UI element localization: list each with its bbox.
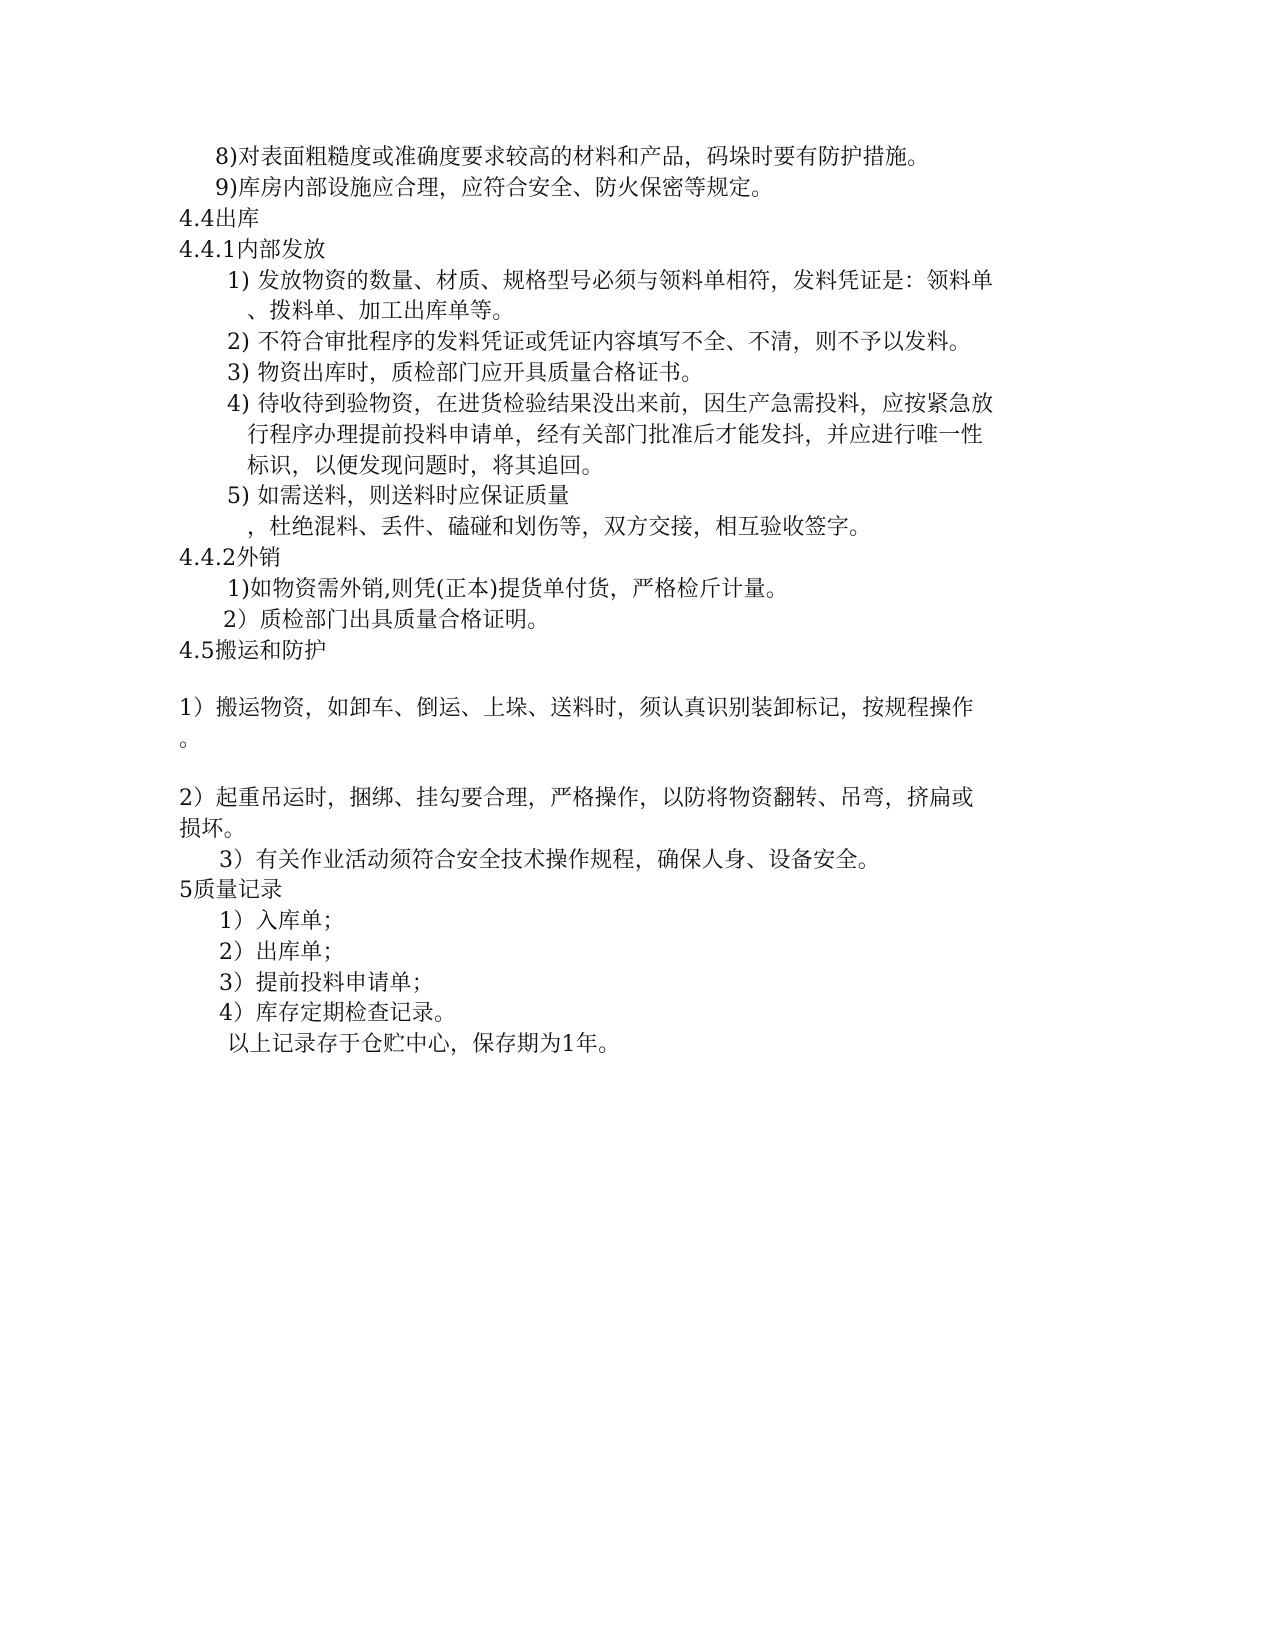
item-3-safety: 3）有关作业活动须符合安全技术操作规程，确保人身、设备安全。 <box>219 848 880 873</box>
item-8-protection: 8)对表面粗糙度或准确度要求较高的材料和产品，码垛时要有防护措施。 <box>215 145 930 170</box>
item-2-nonconforming: 2) 不符合审批程序的发料凭证或凭证内容填写不全、不清，则不予以发料。 <box>227 330 972 355</box>
record-item-3: 3）提前投料申请单； <box>219 971 434 996</box>
item-2-quality-proof: 2）质检部门出具质量合格证明。 <box>223 608 550 633</box>
item-4-urgent-release: 4) 待收待到验物资，在进货检验结果没出来前，因生产急需投料，应按紧急放 <box>227 392 994 417</box>
item-2-lifting-cont: 损坏。 <box>179 817 246 842</box>
item-1-issue: 1) 发放物资的数量、材质、规格型号必须与领料单相符，发料凭证是：领料单 <box>227 269 994 294</box>
heading-4-4-1: 4.4.1内部发放 <box>179 238 326 263</box>
item-9-facilities: 9)库房内部设施应合理，应符合安全、防火保密等规定。 <box>215 176 774 201</box>
heading-5: 5质量记录 <box>179 878 283 903</box>
item-1-handling: 1）搬运物资，如卸车、倒运、上垛、送料时，须认真识别装卸标记，按规程操作 <box>179 696 974 721</box>
records-retention-note: 以上记录存于仓贮中心，保存期为1年。 <box>227 1032 621 1057</box>
item-3-certificate: 3) 物资出库时，质检部门应开具质量合格证书。 <box>227 361 704 386</box>
heading-4-5: 4.5搬运和防护 <box>179 639 327 664</box>
item-1-handling-cont: 。 <box>179 727 202 752</box>
item-5-delivery: 5) 如需送料，则送料时应保证质量 <box>227 484 570 509</box>
item-1-external-sale: 1)如物资需外销,则凭(正本)提货单付货，严格检斤计量。 <box>227 577 789 602</box>
item-5-delivery-cont: ，杜绝混料、丢件、磕碰和划伤等，双方交接，相互验收签字。 <box>247 515 872 540</box>
item-1-issue-cont: 、拨料单、加工出库单等。 <box>247 299 515 324</box>
heading-4-4: 4.4出库 <box>179 207 260 232</box>
item-4-urgent-release-cont: 行程序办理提前投料申请单，经有关部门批准后才能发抖，并应进行唯一性 <box>247 423 983 448</box>
heading-4-4-2: 4.4.2外销 <box>179 546 282 571</box>
item-4-urgent-release-cont2: 标识，以便发现问题时，将其追回。 <box>247 454 604 479</box>
record-item-1: 1）入库单； <box>219 909 345 934</box>
record-item-2: 2）出库单； <box>219 940 345 965</box>
record-item-4: 4）库存定期检查记录。 <box>219 1001 457 1026</box>
item-2-lifting: 2）起重吊运时，捆绑、挂勾要合理，严格操作，以防将物资翻转、吊弯，挤扁或 <box>179 786 974 811</box>
